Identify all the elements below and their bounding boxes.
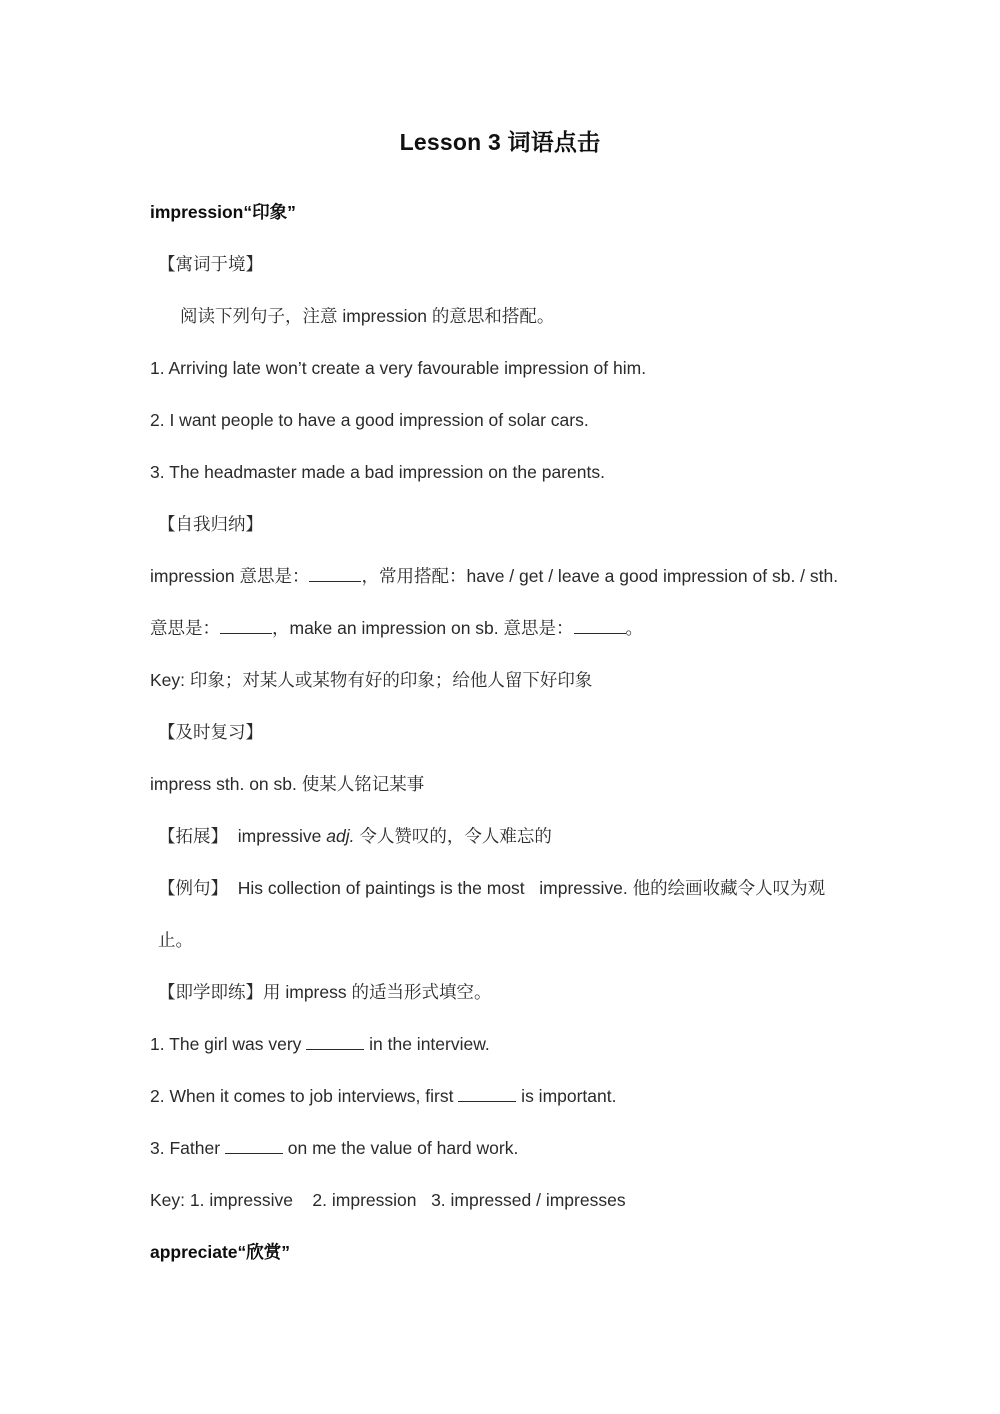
summary-answer-key: Key: 印象；对某人或某物有好的印象；给他人留下好印象 <box>150 669 593 690</box>
summary-text-e: 。 <box>625 617 643 638</box>
example-sentence-2: 2. I want people to have a good impression of solar cars. <box>150 409 589 430</box>
practice-3-before: 3. Father <box>150 1137 225 1158</box>
summary-text-b: ，常用搭配：have / get / leave a good impression of <box>361 565 768 586</box>
example-sentence-3: 3. The headmaster made a bad impression on the parents. <box>150 461 605 482</box>
summary-text-c: sb. / sth. 意思是： <box>150 565 843 638</box>
practice-item-1 <box>150 1018 850 1070</box>
practice-blank-3[interactable] <box>225 1153 283 1154</box>
example-label: 【例句】 <box>158 877 228 898</box>
practice-2-after: is important. <box>516 1085 617 1106</box>
example-sentence-text: His collection of paintings is the most impressive. 他的绘画收藏令人叹为观止。 <box>158 877 826 950</box>
section-header-summary: 【自我归纳】 <box>158 513 263 534</box>
extension-word: impressive <box>237 825 322 846</box>
page-title: Lesson 3 词语点击 <box>399 129 601 155</box>
review-phrase: impress sth. on sb. 使某人铭记某事 <box>150 773 425 794</box>
summary-blank-1[interactable] <box>309 581 361 582</box>
extension-part-of-speech: adj. <box>326 825 355 846</box>
extension-meaning: 令人赞叹的，令人难忘的 <box>359 825 552 846</box>
summary-blank-2[interactable] <box>220 633 272 634</box>
practice-1-after: in the interview. <box>364 1033 490 1054</box>
context-instruction: 阅读下列句子，注意 impression 的意思和搭配。 <box>180 305 555 326</box>
summary-text-d: ，make an impression on sb. 意思是： <box>272 617 574 638</box>
extension-line <box>158 810 850 862</box>
practice-2-before: 2. When it comes to job interviews, first <box>150 1085 459 1106</box>
practice-item-2 <box>150 1070 850 1122</box>
entry-heading-appreciate: appreciate“欣赏” <box>150 1241 291 1262</box>
section-header-practice: 【即学即练】用 impress 的适当形式填空。 <box>158 981 492 1002</box>
document-content <box>150 0 850 1278</box>
section-header-context: 【寓词于境】 <box>158 253 263 274</box>
practice-3-after: on me the value of hard work. <box>282 1137 519 1158</box>
practice-blank-2[interactable] <box>458 1101 516 1102</box>
example-line <box>158 862 850 966</box>
entry-heading-impression: impression“印象” <box>150 201 296 222</box>
practice-1-before: 1. The girl was very <box>150 1033 307 1054</box>
summary-blank-3[interactable] <box>574 633 626 634</box>
summary-fill-in-line <box>150 550 850 654</box>
extension-label: 【拓展】 <box>158 825 228 846</box>
section-header-review: 【及时复习】 <box>158 721 263 742</box>
practice-answer-key: Key: 1. impressive 2. impression 3. impressed / impresses <box>150 1189 626 1210</box>
example-sentence-1: 1. Arriving late won’t create a very favourable impression of him. <box>150 357 647 378</box>
practice-item-3 <box>150 1122 850 1174</box>
practice-blank-1[interactable] <box>306 1049 364 1050</box>
summary-text-a: impression 意思是： <box>150 565 310 586</box>
